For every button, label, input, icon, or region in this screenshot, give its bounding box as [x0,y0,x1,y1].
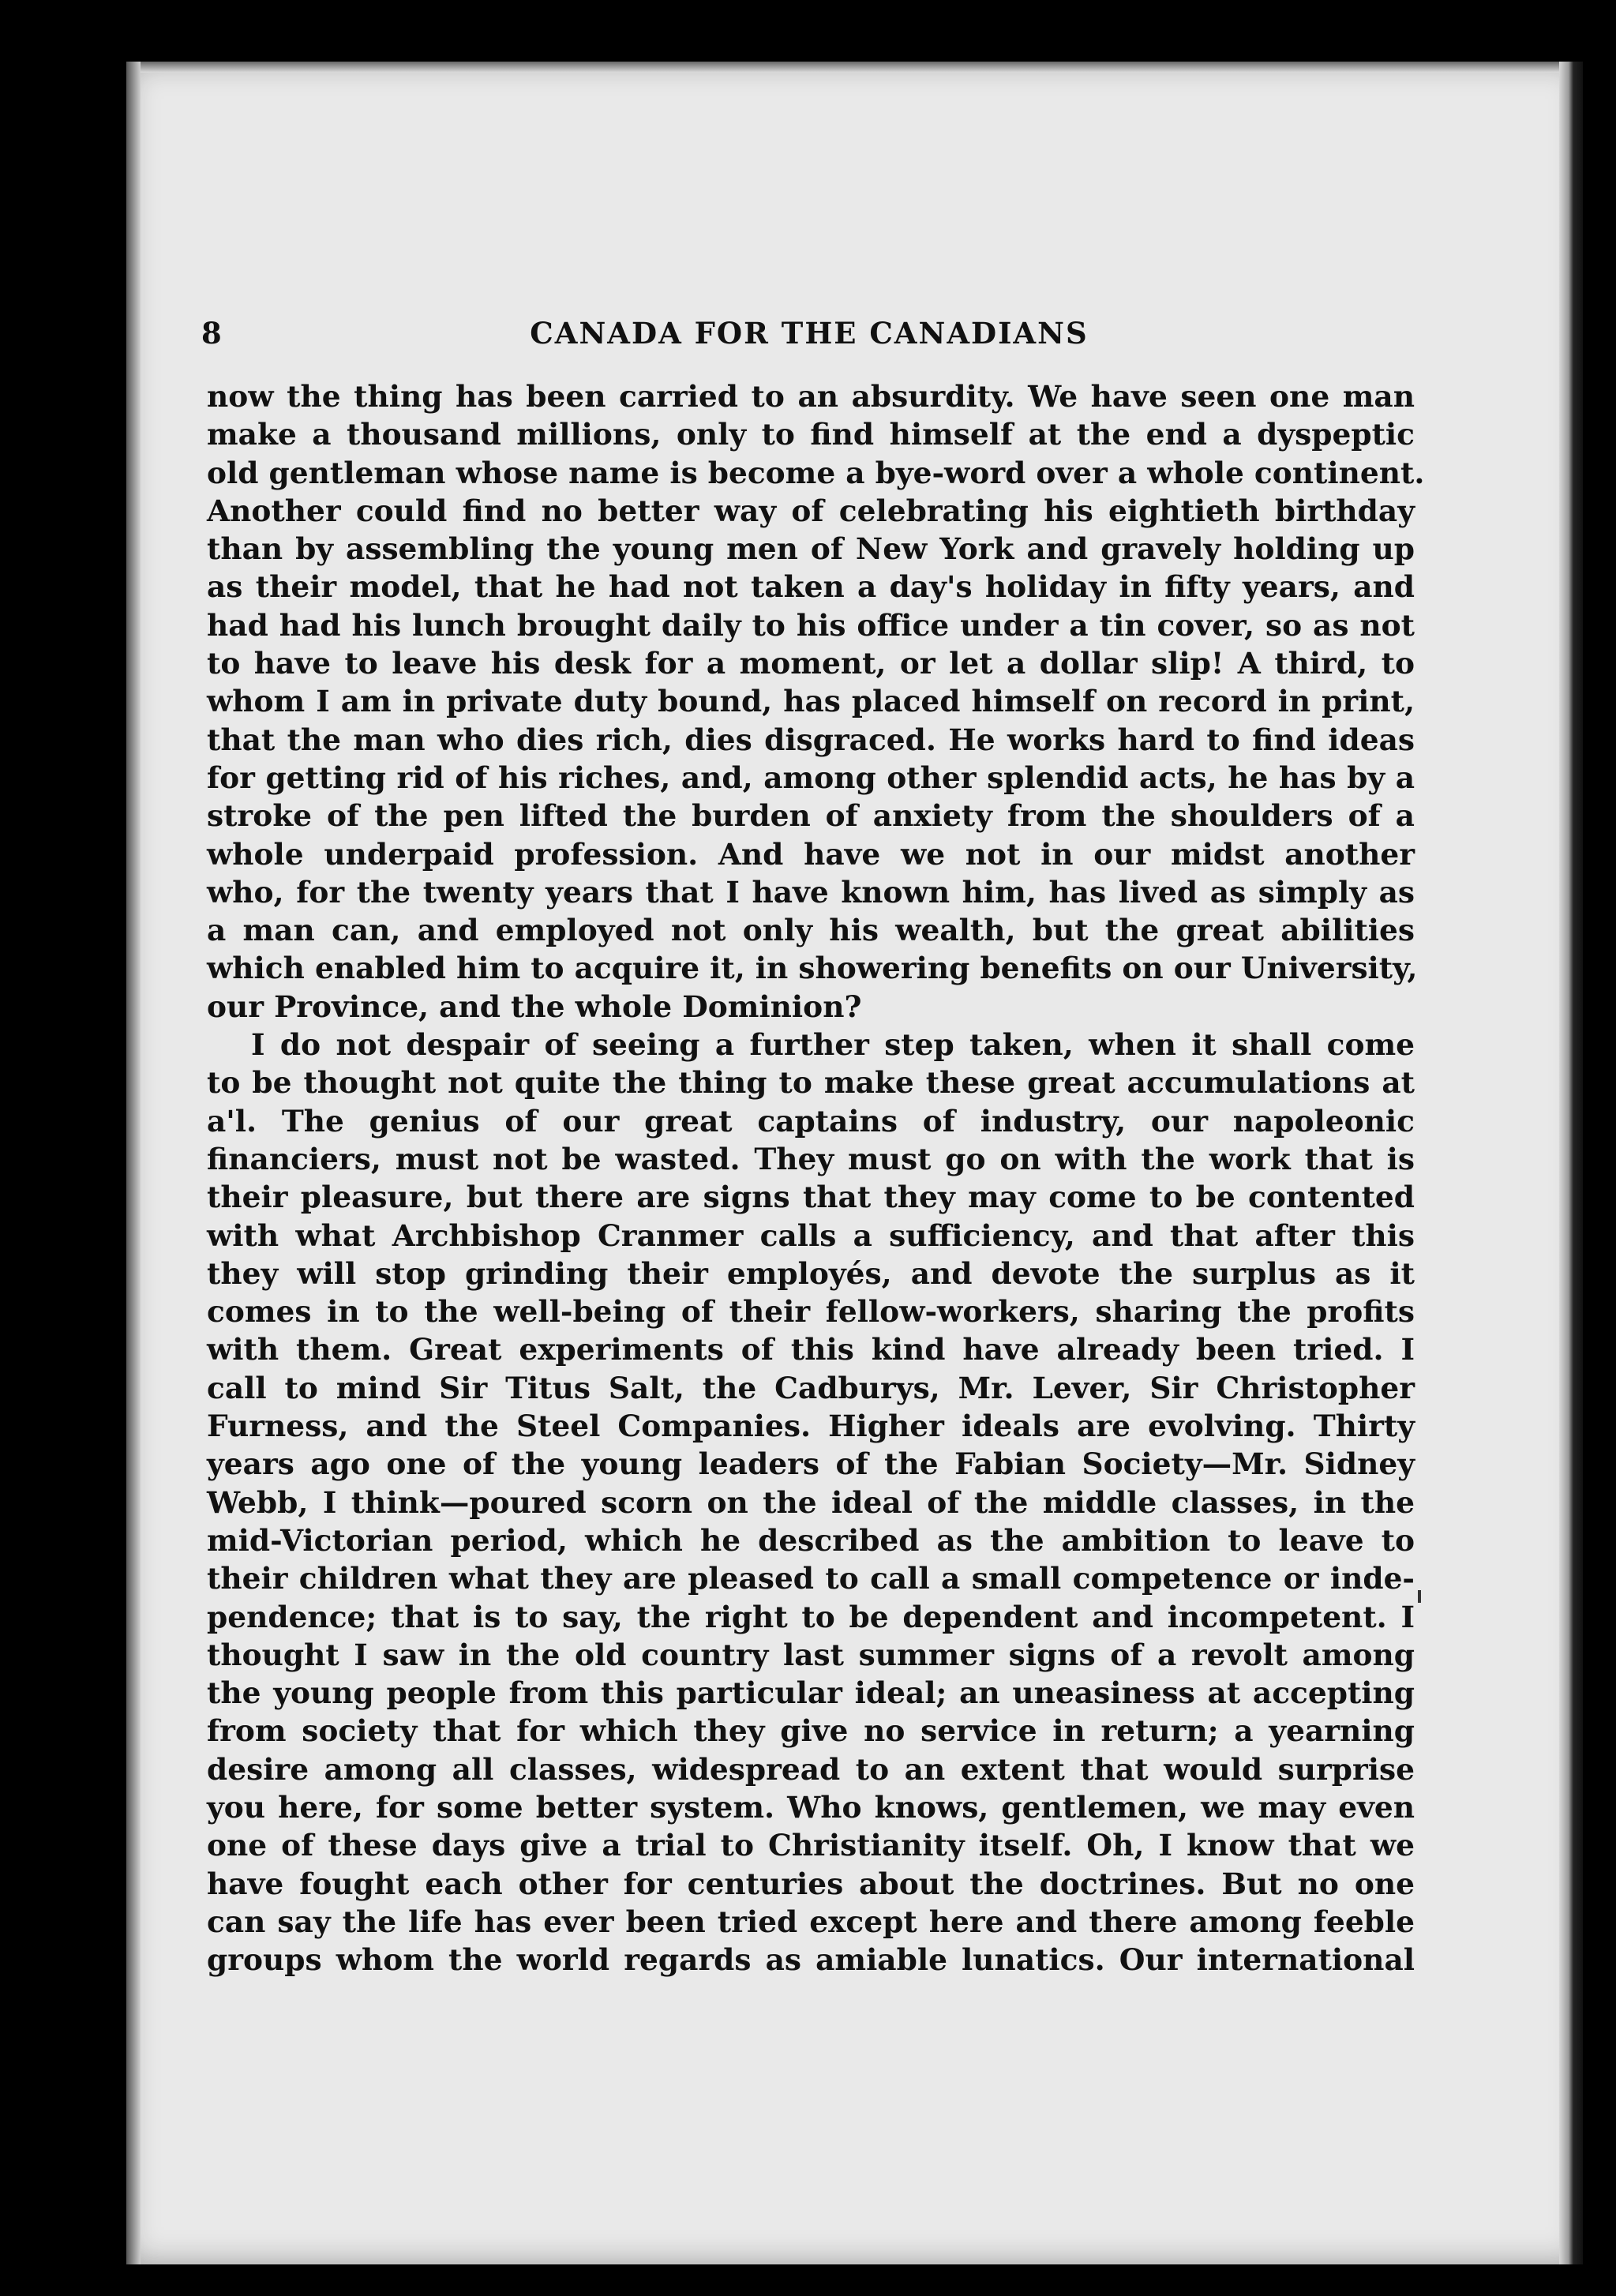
text-line: Webb, I think—poured scorn on the ideal of the middle classes, in the [207,1484,1415,1520]
text-line: they will stop grinding their employés, and devote the surplus as it [207,1255,1415,1291]
text-line: old gentleman whose name is become a bye-word over a whole continent. [207,455,1425,490]
text-line: had had his lunch brought daily to his office under a tin cover, so as not [207,607,1415,643]
text-line: call to mind Sir Titus Salt, the Cadburys, Mr. Lever, Sir Christopher [207,1370,1415,1405]
text-line: one of these days give a trial to Christianity itself. Oh, I know that we [207,1828,1415,1863]
text-line: our Province, and the whole Dominion? [207,989,862,1024]
text-line: the young people from this particular ideal; an uneasiness at accepting [207,1675,1415,1711]
text-line: whole underpaid profession. And have we not in our midst another [207,836,1415,872]
text-line: groups whom the world regards as amiable lunatics. Our international [207,1942,1415,1978]
page-number: 8 [201,316,222,351]
text-line: their pleasure, but there are signs that they may come to be contented [207,1180,1415,1215]
text-line: comes in to the well-being of their fellow-workers, sharing the profits [207,1294,1415,1330]
text-line: to be thought not quite the thing to make these great accumulations at [207,1065,1415,1101]
text-line: who, for the twenty years that I have known him, has lived as simply as [207,874,1415,910]
text-line: thought I saw in the old country last summer signs of a revolt among [207,1637,1415,1672]
body-text [207,377,1425,1979]
running-head-title: CANADA FOR THE CANADIANS [530,316,1089,351]
text-line: which enabled him to acquire it, in showering benefits on our University, [207,951,1418,986]
text-line: to have to leave his desk for a moment, or let a dollar slip! A third, to [207,646,1415,681]
text-line: you here, for some better system. Who knows, gentlemen, we may even [207,1789,1415,1825]
text-line: as their model, that he had not taken a day's holiday in fifty years, and [207,569,1415,605]
text-line: Another could find no better way of celebrating his eightieth birthday [207,493,1415,528]
text-line: stroke of the pen lifted the burden of anxiety from the shoulders of a [207,798,1415,834]
text-line: Furness, and the Steel Companies. Higher ideals are evolving. Thirty [207,1409,1415,1444]
margin-mark [1418,1590,1421,1603]
text-line: now the thing has been carried to an absurdity. We have seen one man [207,379,1415,414]
text-line: mid-Victorian period, which he described as the ambition to leave to [207,1522,1415,1558]
text-line: I do not despair of seeing a further step taken, when it shall come [251,1027,1415,1063]
text-line: than by assembling the young men of New York and gravely holding up [207,531,1415,567]
text-line: can say the life has ever been tried except here and there among feeble [207,1904,1415,1939]
text-line: financiers, must not be wasted. They must go on with the work that is [207,1141,1415,1176]
page-top-shadow [126,62,1583,73]
running-head [201,310,1417,357]
text-line: whom I am in private duty bound, has placed himself on record in print, [207,684,1415,719]
text-line: have fought each other for centuries about the doctrines. But no one [207,1866,1415,1901]
text-line: for getting rid of his riches, and, among other splendid acts, he has by a [207,760,1415,795]
text-line: years ago one of the young leaders of the Fabian Society—Mr. Sidney [207,1446,1415,1482]
text-line: their children what they are pleased to call a small competence or inde- [207,1561,1415,1596]
text-line: desire among all classes, widespread to an extent that would surprise [207,1751,1415,1787]
text-line: with them. Great experiments of this kind have already been tried. I [207,1332,1415,1367]
text-line: from society that for which they give no service in return; a yearning [207,1713,1415,1749]
text-line: pendence; that is to say, the right to be dependent and incompetent. I [207,1599,1415,1634]
text-line: make a thousand millions, only to find himself at the end a dyspeptic [207,417,1415,452]
text-line: that the man who dies rich, dies disgraced. He works hard to find ideas [207,722,1415,757]
text-line: a man can, and employed not only his wealth, but the great abilities [207,913,1415,948]
text-line: with what Archbishop Cranmer calls a sufficiency, and that after this [207,1217,1415,1253]
page-left-shadow [126,62,141,2264]
text-line: a'l. The genius of our great captains of industry, our napoleonic [207,1103,1415,1139]
book-spine [1559,62,1583,2264]
